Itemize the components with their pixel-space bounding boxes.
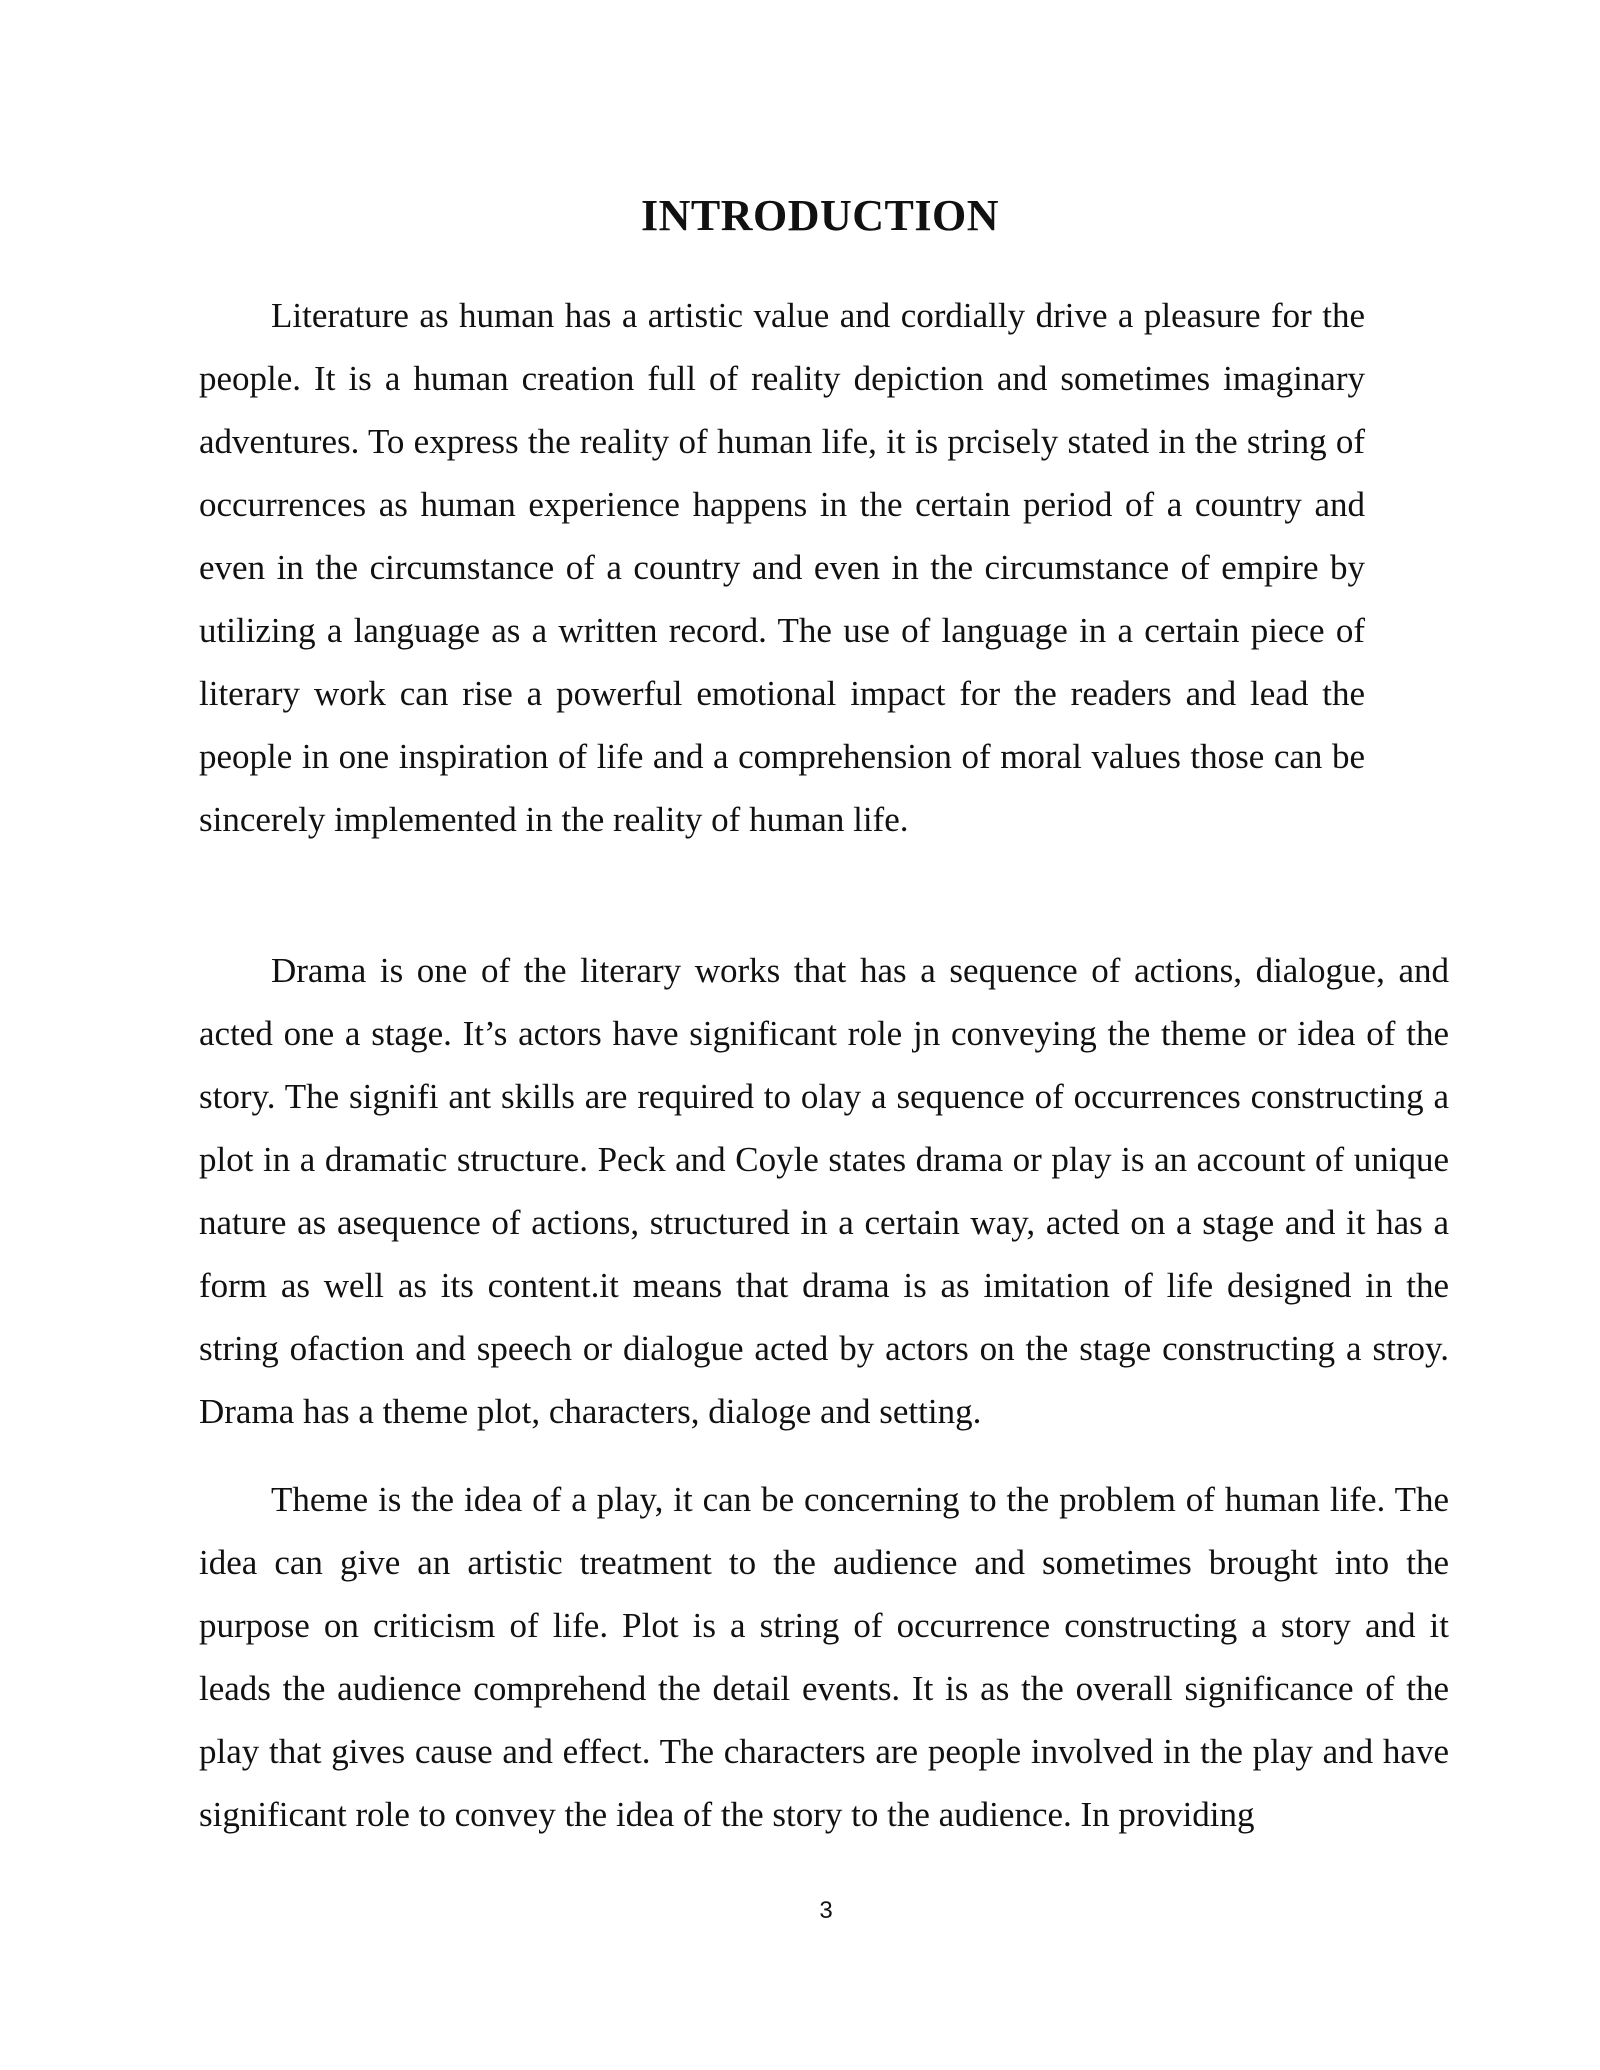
paragraph-theme: Theme is the idea of a play, it can be concerning to the problem of human life. The idea can give an artistic treatment to the audience and sometimes brought into the purpose on criticism of life. Plot is a string of occurrence constructing a story and it leads the audience comprehend the detail events. It is as the overall significance of the play that gives cause and effect. The characters are people involved in the play and have significant role to convey the idea of the story to the audience. In providing (199, 1480, 1449, 1834)
page-title: INTRODUCTION (640, 191, 1000, 240)
paragraph-drama: Drama is one of the literary works that has a sequence of actions, dialogue, and acted one a stage. It’s actors have significant role jn conveying the theme or idea of the story. The signifi ant skills are required to olay a sequence of occurrences constructing a plot in a dramatic structure. Peck and Coyle states drama or play is an account of unique nature as asequence of actions, structured in a certain way, acted on a stage and it has a form as well as its content.it means that drama is as imitation of life designed in the string ofaction and speech or dialogue acted by actors on the stage constructing a stroy. Drama has a theme plot, characters, dialoge and setting. (199, 951, 1449, 1431)
page-number: 3 (819, 1897, 833, 1924)
paragraph-literature: Literature as human has a artistic value and cordially drive a pleasure for the people. It is a human creation full of reality depiction and sometimes imaginary adventures. To express the reality of human life, it is prcisely stated in the string of occurrences as human experience happens in the certain period of a country and even in the circumstance of a country and even in the circumstance of empire by utilizing a language as a written record. The use of language in a certain piece of literary work can rise a powerful emotional impact for the readers and lead the people in one inspiration of life and a comprehension of moral values those can be sincerely implemented in the reality of human life. (199, 296, 1365, 839)
